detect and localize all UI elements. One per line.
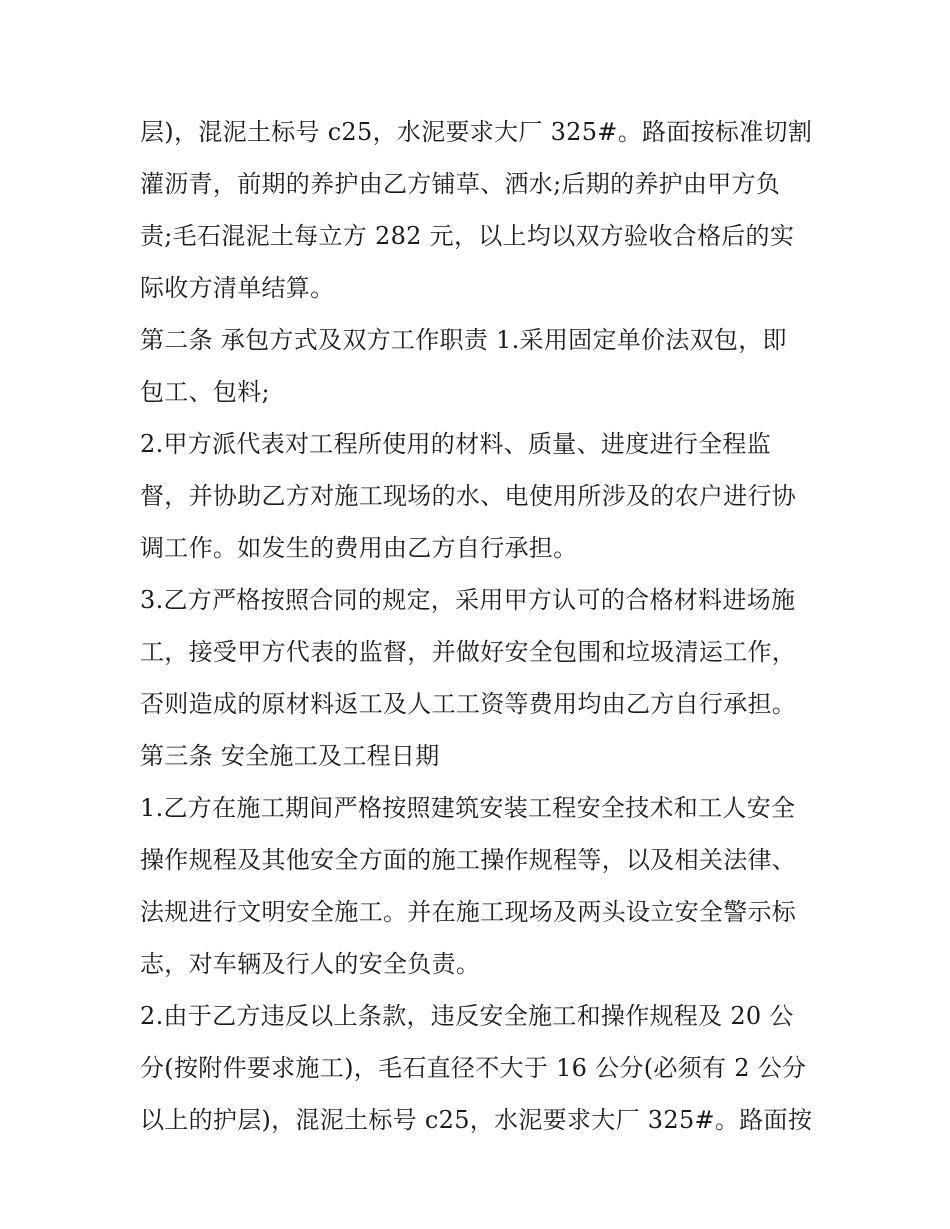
- text-line: 分(按附件要求施工)，毛石直径不大于 16 公分(必须有 2 公分: [140, 1054, 807, 1082]
- article-3-heading: 第三条 安全施工及工程日期: [140, 742, 440, 770]
- text-line: 督，并协助乙方对施工现场的水、电使用所涉及的农户进行协: [140, 482, 797, 510]
- article-2-heading-line: 第二条 承包方式及双方工作职责 1.采用固定单价法双包，即: [140, 326, 787, 354]
- text-line: 以上的护层)，混泥土标号 c25，水泥要求大厂 325#。路面按: [140, 1106, 813, 1134]
- text-line: 调工作。如发生的费用由乙方自行承担。: [140, 534, 578, 562]
- text-line: 2.由于乙方违反以上条款，违反安全施工和操作规程及 20 公: [140, 1002, 794, 1030]
- text-line: 际收方清单结算。: [140, 274, 335, 302]
- text-line: 1.乙方在施工期间严格按照建筑安装工程安全技术和工人安全: [140, 794, 796, 822]
- text-line: 灌沥青，前期的养护由乙方铺草、洒水;后期的养护由甲方负: [140, 170, 781, 198]
- text-line: 否则造成的原材料返工及人工工资等费用均由乙方自行承担。: [140, 690, 797, 718]
- text-line: 操作规程及其他安全方面的施工操作规程等，以及相关法律、: [140, 846, 797, 874]
- text-line: 法规进行文明安全施工。并在施工现场及两头设立安全警示标: [140, 898, 797, 926]
- text-line: 包工、包料;: [140, 378, 270, 406]
- text-line: 责;毛石混泥土每立方 282 元，以上均以双方验收合格后的实: [140, 222, 795, 250]
- text-line: 工，接受甲方代表的监督，并做好安全包围和垃圾清运工作，: [140, 638, 797, 666]
- text-line: 志，对车辆及行人的安全负责。: [140, 950, 481, 978]
- text-line: 2.甲方派代表对工程所使用的材料、质量、进度进行全程监: [140, 430, 771, 458]
- text-line: 层)，混泥土标号 c25，水泥要求大厂 325#。路面按标准切割: [140, 118, 813, 146]
- document-body: [140, 106, 820, 1146]
- text-line: 3.乙方严格按照合同的规定，采用甲方认可的合格材料进场施: [140, 586, 796, 614]
